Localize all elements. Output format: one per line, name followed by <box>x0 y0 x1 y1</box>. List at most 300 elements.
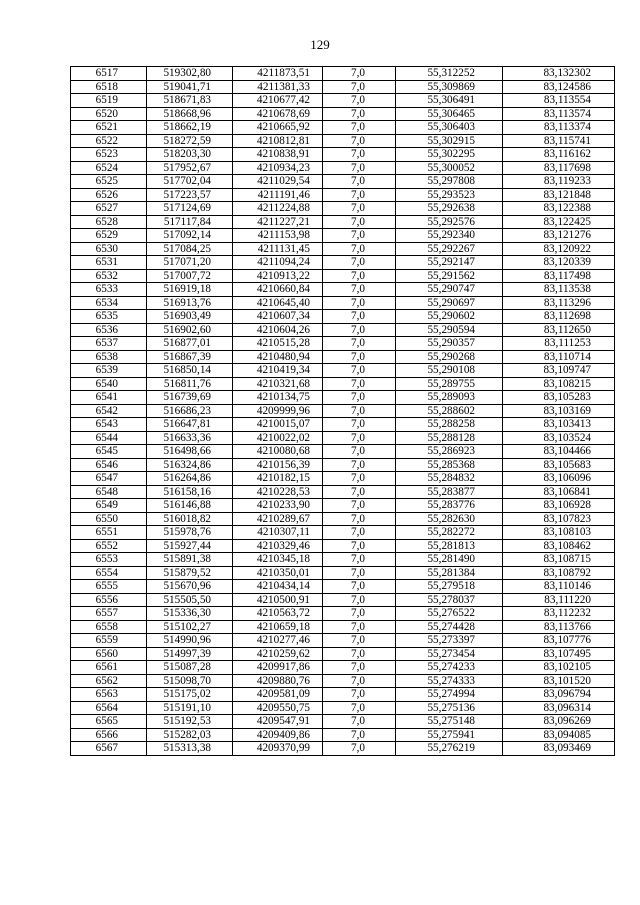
x-coordinate-cell: 515282,03 <box>147 728 233 742</box>
longitude-cell: 83,110146 <box>503 580 615 594</box>
latitude-cell: 55,309869 <box>396 80 503 94</box>
y-coordinate-cell: 4209917,86 <box>233 661 323 675</box>
height-cell: 7,0 <box>323 634 396 648</box>
x-coordinate-cell: 516902,60 <box>147 323 233 337</box>
height-cell: 7,0 <box>323 269 396 283</box>
longitude-cell: 83,116162 <box>503 148 615 162</box>
point-number-cell: 6553 <box>71 553 147 567</box>
point-number-cell: 6531 <box>71 256 147 270</box>
longitude-cell: 83,113296 <box>503 296 615 310</box>
latitude-cell: 55,306491 <box>396 94 503 108</box>
latitude-cell: 55,283776 <box>396 499 503 513</box>
table-row <box>71 728 615 742</box>
point-number-cell: 6519 <box>71 94 147 108</box>
height-cell: 7,0 <box>323 620 396 634</box>
height-cell: 7,0 <box>323 202 396 216</box>
longitude-cell: 83,106096 <box>503 472 615 486</box>
height-cell: 7,0 <box>323 80 396 94</box>
latitude-cell: 55,279518 <box>396 580 503 594</box>
table-row <box>71 512 615 526</box>
longitude-cell: 83,117698 <box>503 161 615 175</box>
point-number-cell: 6552 <box>71 539 147 553</box>
y-coordinate-cell: 4210419,34 <box>233 364 323 378</box>
latitude-cell: 55,288602 <box>396 404 503 418</box>
x-coordinate-cell: 516877,01 <box>147 337 233 351</box>
y-coordinate-cell: 4210660,84 <box>233 283 323 297</box>
y-coordinate-cell: 4210277,46 <box>233 634 323 648</box>
x-coordinate-cell: 515336,30 <box>147 607 233 621</box>
height-cell: 7,0 <box>323 418 396 432</box>
point-number-cell: 6567 <box>71 742 147 756</box>
point-number-cell: 6560 <box>71 647 147 661</box>
x-coordinate-cell: 515670,96 <box>147 580 233 594</box>
x-coordinate-cell: 516903,49 <box>147 310 233 324</box>
y-coordinate-cell: 4210812,81 <box>233 134 323 148</box>
height-cell: 7,0 <box>323 296 396 310</box>
table-row <box>71 566 615 580</box>
longitude-cell: 83,113574 <box>503 107 615 121</box>
height-cell: 7,0 <box>323 701 396 715</box>
longitude-cell: 83,108792 <box>503 566 615 580</box>
table-row <box>71 620 615 634</box>
point-number-cell: 6551 <box>71 526 147 540</box>
latitude-cell: 55,281384 <box>396 566 503 580</box>
x-coordinate-cell: 516919,18 <box>147 283 233 297</box>
table-row <box>71 539 615 553</box>
latitude-cell: 55,274233 <box>396 661 503 675</box>
latitude-cell: 55,288258 <box>396 418 503 432</box>
y-coordinate-cell: 4210480,94 <box>233 350 323 364</box>
x-coordinate-cell: 518662,19 <box>147 121 233 135</box>
table-row <box>71 647 615 661</box>
y-coordinate-cell: 4211381,33 <box>233 80 323 94</box>
table-row <box>71 188 615 202</box>
height-cell: 7,0 <box>323 107 396 121</box>
point-number-cell: 6539 <box>71 364 147 378</box>
latitude-cell: 55,292267 <box>396 242 503 256</box>
latitude-cell: 55,292147 <box>396 256 503 270</box>
longitude-cell: 83,105283 <box>503 391 615 405</box>
y-coordinate-cell: 4210838,91 <box>233 148 323 162</box>
y-coordinate-cell: 4210913,22 <box>233 269 323 283</box>
y-coordinate-cell: 4210607,34 <box>233 310 323 324</box>
latitude-cell: 55,281490 <box>396 553 503 567</box>
latitude-cell: 55,290602 <box>396 310 503 324</box>
point-number-cell: 6529 <box>71 229 147 243</box>
latitude-cell: 55,291562 <box>396 269 503 283</box>
height-cell: 7,0 <box>323 242 396 256</box>
table-row <box>71 161 615 175</box>
longitude-cell: 83,113554 <box>503 94 615 108</box>
longitude-cell: 83,103413 <box>503 418 615 432</box>
x-coordinate-cell: 518671,83 <box>147 94 233 108</box>
x-coordinate-cell: 517092,14 <box>147 229 233 243</box>
x-coordinate-cell: 515192,53 <box>147 715 233 729</box>
point-number-cell: 6533 <box>71 283 147 297</box>
table-row <box>71 256 615 270</box>
latitude-cell: 55,275136 <box>396 701 503 715</box>
page-number: 129 <box>310 37 330 52</box>
table-row <box>71 202 615 216</box>
x-coordinate-cell: 514997,39 <box>147 647 233 661</box>
y-coordinate-cell: 4210233,90 <box>233 499 323 513</box>
table-row <box>71 67 615 81</box>
height-cell: 7,0 <box>323 688 396 702</box>
x-coordinate-cell: 518668,96 <box>147 107 233 121</box>
point-number-cell: 6521 <box>71 121 147 135</box>
table-row <box>71 242 615 256</box>
x-coordinate-cell: 516146,88 <box>147 499 233 513</box>
x-coordinate-cell: 516913,76 <box>147 296 233 310</box>
point-number-cell: 6527 <box>71 202 147 216</box>
y-coordinate-cell: 4209370,99 <box>233 742 323 756</box>
table-row <box>71 364 615 378</box>
x-coordinate-cell: 515191,10 <box>147 701 233 715</box>
longitude-cell: 83,120922 <box>503 242 615 256</box>
x-coordinate-cell: 516264,86 <box>147 472 233 486</box>
x-coordinate-cell: 517084,25 <box>147 242 233 256</box>
height-cell: 7,0 <box>323 215 396 229</box>
longitude-cell: 83,106928 <box>503 499 615 513</box>
latitude-cell: 55,290268 <box>396 350 503 364</box>
x-coordinate-cell: 518272,59 <box>147 134 233 148</box>
table-row <box>71 310 615 324</box>
longitude-cell: 83,094085 <box>503 728 615 742</box>
longitude-cell: 83,108215 <box>503 377 615 391</box>
longitude-cell: 83,107495 <box>503 647 615 661</box>
y-coordinate-cell: 4210015,07 <box>233 418 323 432</box>
x-coordinate-cell: 516647,81 <box>147 418 233 432</box>
y-coordinate-cell: 4210307,11 <box>233 526 323 540</box>
table-row <box>71 80 615 94</box>
longitude-cell: 83,108103 <box>503 526 615 540</box>
point-number-cell: 6564 <box>71 701 147 715</box>
height-cell: 7,0 <box>323 728 396 742</box>
y-coordinate-cell: 4210345,18 <box>233 553 323 567</box>
longitude-cell: 83,132302 <box>503 67 615 81</box>
y-coordinate-cell: 4211131,45 <box>233 242 323 256</box>
x-coordinate-cell: 516498,66 <box>147 445 233 459</box>
height-cell: 7,0 <box>323 175 396 189</box>
point-number-cell: 6559 <box>71 634 147 648</box>
point-number-cell: 6523 <box>71 148 147 162</box>
longitude-cell: 83,112650 <box>503 323 615 337</box>
longitude-cell: 83,111220 <box>503 593 615 607</box>
point-number-cell: 6524 <box>71 161 147 175</box>
height-cell: 7,0 <box>323 742 396 756</box>
height-cell: 7,0 <box>323 431 396 445</box>
longitude-cell: 83,103524 <box>503 431 615 445</box>
table-row <box>71 391 615 405</box>
latitude-cell: 55,312252 <box>396 67 503 81</box>
latitude-cell: 55,274428 <box>396 620 503 634</box>
height-cell: 7,0 <box>323 148 396 162</box>
point-number-cell: 6554 <box>71 566 147 580</box>
height-cell: 7,0 <box>323 674 396 688</box>
height-cell: 7,0 <box>323 593 396 607</box>
longitude-cell: 83,096269 <box>503 715 615 729</box>
height-cell: 7,0 <box>323 607 396 621</box>
x-coordinate-cell: 515505,50 <box>147 593 233 607</box>
height-cell: 7,0 <box>323 485 396 499</box>
point-number-cell: 6556 <box>71 593 147 607</box>
table-row <box>71 458 615 472</box>
longitude-cell: 83,113538 <box>503 283 615 297</box>
y-coordinate-cell: 4210350,01 <box>233 566 323 580</box>
height-cell: 7,0 <box>323 715 396 729</box>
latitude-cell: 55,282630 <box>396 512 503 526</box>
y-coordinate-cell: 4209550,75 <box>233 701 323 715</box>
y-coordinate-cell: 4211153,98 <box>233 229 323 243</box>
latitude-cell: 55,283877 <box>396 485 503 499</box>
point-number-cell: 6534 <box>71 296 147 310</box>
table-row <box>71 431 615 445</box>
point-number-cell: 6518 <box>71 80 147 94</box>
latitude-cell: 55,285368 <box>396 458 503 472</box>
coordinates-table <box>70 66 615 756</box>
latitude-cell: 55,290594 <box>396 323 503 337</box>
longitude-cell: 83,110714 <box>503 350 615 364</box>
point-number-cell: 6545 <box>71 445 147 459</box>
x-coordinate-cell: 515978,76 <box>147 526 233 540</box>
x-coordinate-cell: 516867,39 <box>147 350 233 364</box>
height-cell: 7,0 <box>323 350 396 364</box>
height-cell: 7,0 <box>323 404 396 418</box>
x-coordinate-cell: 515879,52 <box>147 566 233 580</box>
point-number-cell: 6535 <box>71 310 147 324</box>
y-coordinate-cell: 4210934,23 <box>233 161 323 175</box>
table-row <box>71 418 615 432</box>
latitude-cell: 55,274333 <box>396 674 503 688</box>
x-coordinate-cell: 515313,38 <box>147 742 233 756</box>
x-coordinate-cell: 515891,38 <box>147 553 233 567</box>
longitude-cell: 83,112698 <box>503 310 615 324</box>
table-row <box>71 121 615 135</box>
x-coordinate-cell: 515087,28 <box>147 661 233 675</box>
latitude-cell: 55,286923 <box>396 445 503 459</box>
longitude-cell: 83,108462 <box>503 539 615 553</box>
height-cell: 7,0 <box>323 161 396 175</box>
longitude-cell: 83,107776 <box>503 634 615 648</box>
longitude-cell: 83,104466 <box>503 445 615 459</box>
latitude-cell: 55,289093 <box>396 391 503 405</box>
longitude-cell: 83,107823 <box>503 512 615 526</box>
point-number-cell: 6543 <box>71 418 147 432</box>
y-coordinate-cell: 4210677,42 <box>233 94 323 108</box>
x-coordinate-cell: 518203,30 <box>147 148 233 162</box>
point-number-cell: 6549 <box>71 499 147 513</box>
y-coordinate-cell: 4211191,46 <box>233 188 323 202</box>
x-coordinate-cell: 516158,16 <box>147 485 233 499</box>
x-coordinate-cell: 516739,69 <box>147 391 233 405</box>
point-number-cell: 6526 <box>71 188 147 202</box>
y-coordinate-cell: 4210080,68 <box>233 445 323 459</box>
table-row <box>71 634 615 648</box>
latitude-cell: 55,273397 <box>396 634 503 648</box>
latitude-cell: 55,275148 <box>396 715 503 729</box>
longitude-cell: 83,115741 <box>503 134 615 148</box>
table-row <box>71 229 615 243</box>
height-cell: 7,0 <box>323 391 396 405</box>
y-coordinate-cell: 4210659,18 <box>233 620 323 634</box>
table-row <box>71 742 615 756</box>
longitude-cell: 83,120339 <box>503 256 615 270</box>
table-row <box>71 526 615 540</box>
y-coordinate-cell: 4210022,02 <box>233 431 323 445</box>
latitude-cell: 55,302295 <box>396 148 503 162</box>
longitude-cell: 83,102105 <box>503 661 615 675</box>
point-number-cell: 6557 <box>71 607 147 621</box>
height-cell: 7,0 <box>323 553 396 567</box>
longitude-cell: 83,119233 <box>503 175 615 189</box>
table-row <box>71 593 615 607</box>
y-coordinate-cell: 4210678,69 <box>233 107 323 121</box>
point-number-cell: 6525 <box>71 175 147 189</box>
longitude-cell: 83,121848 <box>503 188 615 202</box>
table-row <box>71 445 615 459</box>
latitude-cell: 55,292576 <box>396 215 503 229</box>
height-cell: 7,0 <box>323 458 396 472</box>
latitude-cell: 55,281813 <box>396 539 503 553</box>
point-number-cell: 6547 <box>71 472 147 486</box>
table-row <box>71 350 615 364</box>
table-row <box>71 283 615 297</box>
latitude-cell: 55,290747 <box>396 283 503 297</box>
latitude-cell: 55,306403 <box>396 121 503 135</box>
x-coordinate-cell: 515098,70 <box>147 674 233 688</box>
longitude-cell: 83,112232 <box>503 607 615 621</box>
height-cell: 7,0 <box>323 526 396 540</box>
longitude-cell: 83,111253 <box>503 337 615 351</box>
y-coordinate-cell: 4210329,46 <box>233 539 323 553</box>
height-cell: 7,0 <box>323 539 396 553</box>
point-number-cell: 6542 <box>71 404 147 418</box>
point-number-cell: 6563 <box>71 688 147 702</box>
longitude-cell: 83,096794 <box>503 688 615 702</box>
x-coordinate-cell: 517702,04 <box>147 175 233 189</box>
height-cell: 7,0 <box>323 647 396 661</box>
longitude-cell: 83,105683 <box>503 458 615 472</box>
height-cell: 7,0 <box>323 472 396 486</box>
x-coordinate-cell: 516324,86 <box>147 458 233 472</box>
y-coordinate-cell: 4210645,40 <box>233 296 323 310</box>
latitude-cell: 55,278037 <box>396 593 503 607</box>
height-cell: 7,0 <box>323 661 396 675</box>
x-coordinate-cell: 516811,76 <box>147 377 233 391</box>
point-number-cell: 6532 <box>71 269 147 283</box>
height-cell: 7,0 <box>323 364 396 378</box>
y-coordinate-cell: 4210156,39 <box>233 458 323 472</box>
x-coordinate-cell: 517952,67 <box>147 161 233 175</box>
point-number-cell: 6548 <box>71 485 147 499</box>
y-coordinate-cell: 4210665,92 <box>233 121 323 135</box>
height-cell: 7,0 <box>323 188 396 202</box>
latitude-cell: 55,284832 <box>396 472 503 486</box>
table-row <box>71 715 615 729</box>
y-coordinate-cell: 4211873,51 <box>233 67 323 81</box>
point-number-cell: 6520 <box>71 107 147 121</box>
height-cell: 7,0 <box>323 67 396 81</box>
y-coordinate-cell: 4210182,15 <box>233 472 323 486</box>
point-number-cell: 6562 <box>71 674 147 688</box>
latitude-cell: 55,274994 <box>396 688 503 702</box>
x-coordinate-cell: 519041,71 <box>147 80 233 94</box>
y-coordinate-cell: 4210259,62 <box>233 647 323 661</box>
longitude-cell: 83,106841 <box>503 485 615 499</box>
x-coordinate-cell: 517007,72 <box>147 269 233 283</box>
latitude-cell: 55,306465 <box>396 107 503 121</box>
latitude-cell: 55,302915 <box>396 134 503 148</box>
x-coordinate-cell: 516850,14 <box>147 364 233 378</box>
table-row <box>71 472 615 486</box>
x-coordinate-cell: 519302,80 <box>147 67 233 81</box>
height-cell: 7,0 <box>323 323 396 337</box>
table-row <box>71 215 615 229</box>
latitude-cell: 55,288128 <box>396 431 503 445</box>
point-number-cell: 6522 <box>71 134 147 148</box>
point-number-cell: 6540 <box>71 377 147 391</box>
x-coordinate-cell: 517117,84 <box>147 215 233 229</box>
table-row <box>71 134 615 148</box>
longitude-cell: 83,096314 <box>503 701 615 715</box>
table-row <box>71 688 615 702</box>
longitude-cell: 83,113374 <box>503 121 615 135</box>
point-number-cell: 6537 <box>71 337 147 351</box>
latitude-cell: 55,292340 <box>396 229 503 243</box>
latitude-cell: 55,289755 <box>396 377 503 391</box>
x-coordinate-cell: 516018,82 <box>147 512 233 526</box>
point-number-cell: 6538 <box>71 350 147 364</box>
longitude-cell: 83,113766 <box>503 620 615 634</box>
latitude-cell: 55,273454 <box>396 647 503 661</box>
point-number-cell: 6561 <box>71 661 147 675</box>
y-coordinate-cell: 4211227,21 <box>233 215 323 229</box>
table-row <box>71 485 615 499</box>
table-row <box>71 674 615 688</box>
x-coordinate-cell: 515102,27 <box>147 620 233 634</box>
point-number-cell: 6536 <box>71 323 147 337</box>
y-coordinate-cell: 4210434,14 <box>233 580 323 594</box>
y-coordinate-cell: 4210500,91 <box>233 593 323 607</box>
x-coordinate-cell: 515175,02 <box>147 688 233 702</box>
height-cell: 7,0 <box>323 134 396 148</box>
height-cell: 7,0 <box>323 512 396 526</box>
point-number-cell: 6565 <box>71 715 147 729</box>
longitude-cell: 83,124586 <box>503 80 615 94</box>
height-cell: 7,0 <box>323 283 396 297</box>
y-coordinate-cell: 4210604,26 <box>233 323 323 337</box>
x-coordinate-cell: 515927,44 <box>147 539 233 553</box>
longitude-cell: 83,121276 <box>503 229 615 243</box>
height-cell: 7,0 <box>323 445 396 459</box>
y-coordinate-cell: 4209581,09 <box>233 688 323 702</box>
table-row <box>71 296 615 310</box>
table-row <box>71 337 615 351</box>
latitude-cell: 55,276522 <box>396 607 503 621</box>
height-cell: 7,0 <box>323 310 396 324</box>
latitude-cell: 55,282272 <box>396 526 503 540</box>
point-number-cell: 6555 <box>71 580 147 594</box>
longitude-cell: 83,122388 <box>503 202 615 216</box>
height-cell: 7,0 <box>323 580 396 594</box>
y-coordinate-cell: 4210228,53 <box>233 485 323 499</box>
table-row <box>71 404 615 418</box>
height-cell: 7,0 <box>323 337 396 351</box>
point-number-cell: 6517 <box>71 67 147 81</box>
latitude-cell: 55,297808 <box>396 175 503 189</box>
latitude-cell: 55,276219 <box>396 742 503 756</box>
y-coordinate-cell: 4209547,91 <box>233 715 323 729</box>
